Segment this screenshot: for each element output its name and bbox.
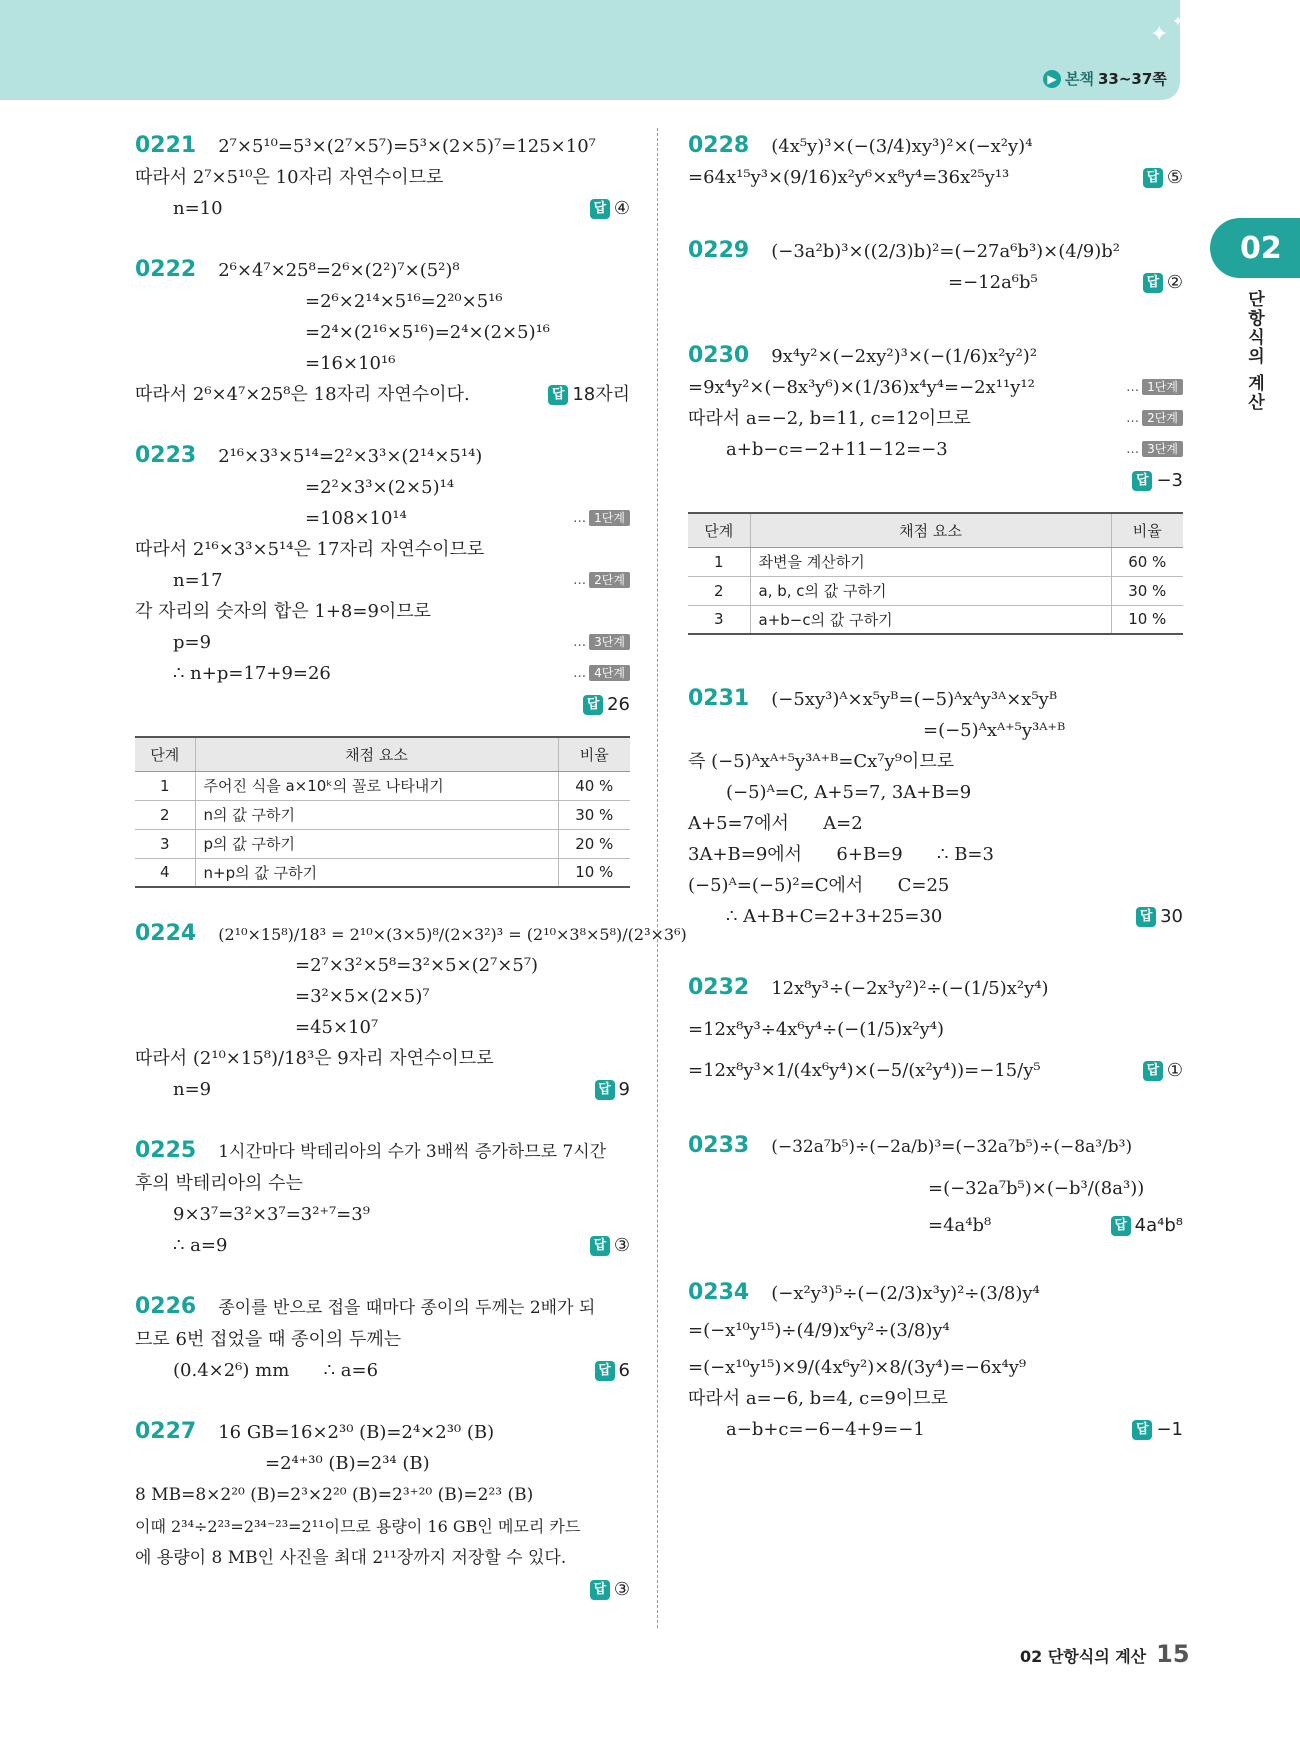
solution-line: (−32a⁷b⁵)÷(−2a/b)³=(−32a⁷b⁵)÷(−8a³/b³) [771, 1137, 1133, 1157]
grading-table [135, 736, 630, 888]
answer [1132, 1414, 1183, 1445]
answer-value: 30 [1160, 906, 1183, 927]
problem-number: 0222 [135, 257, 197, 282]
answer-value: 9 [618, 1079, 630, 1100]
solution-line: (4x⁵y)³×(−(3/4)xy³)²×(−x²y)⁴ [771, 136, 1033, 157]
right-column [688, 130, 1183, 1475]
step-marker: … 2단계 [1126, 403, 1183, 434]
solution-line: =9x⁴y²×(−8x³y⁶)×(1/36)x⁴y⁴=−2x¹¹y¹² [688, 377, 1035, 398]
answer-icon: 답 [590, 1236, 610, 1256]
answer-icon: 답 [590, 1580, 610, 1600]
header-band [0, 0, 1180, 100]
table-row: 3 p의 값 구하기 20 % [135, 829, 630, 858]
solution-line: n=9 [173, 1079, 212, 1100]
answer-value: ③ [613, 1579, 630, 1600]
answer-value: −3 [1156, 470, 1183, 491]
answer-value: 18자리 [572, 384, 630, 405]
star-icon: ✦ [1172, 14, 1184, 30]
solution-line: 후의 박테리아의 수는 [135, 1173, 303, 1194]
answer [590, 1574, 630, 1605]
grading-table [688, 512, 1183, 635]
answer-value: ④ [613, 198, 630, 219]
problem-0221 [135, 130, 630, 224]
solution-line: 즉 (−5)ᴬxᴬ⁺⁵y³ᴬ⁺ᴮ=Cx⁷y⁹이므로 [688, 751, 955, 772]
problem-number: 0223 [135, 443, 197, 468]
answer-value: ① [1166, 1060, 1183, 1081]
solution-line: (2¹⁰×15⁸)/18³ = 2¹⁰×(3×5)⁸/(2×3²)³ = (2¹⁰×3⁸×5⁸)/(2³×3⁶) [218, 925, 687, 944]
page-reference [1043, 68, 1167, 89]
solution-line: 12x⁸y³÷(−2x³y²)²÷(−(1/5)x²y⁴) [771, 978, 1049, 999]
answer-value: 6 [618, 1360, 630, 1381]
solution-line: 종이를 반으로 접을 때마다 종이의 두께는 2배가 되 [218, 1298, 596, 1318]
problem-0225 [135, 1135, 630, 1261]
problem-number: 0221 [135, 133, 197, 158]
solution-line: 8 MB=8×2²⁰ (B)=2³×2²⁰ (B)=2³⁺²⁰ (B)=2²³ (B) [135, 1485, 534, 1505]
solution-line: 1시간마다 박테리아의 수가 3배씩 증가하므로 7시간 [218, 1142, 607, 1162]
solution-line: 므로 6번 접었을 때 종이의 두께는 [135, 1329, 402, 1350]
problem-number: 0232 [688, 975, 750, 1000]
table-header: 비율 [1111, 513, 1183, 547]
solution-line: =12x⁸y³÷4x⁶y⁴÷(−(1/5)x²y⁴) [688, 1019, 944, 1040]
chapter-tab [1210, 218, 1300, 278]
solution-line: =(−x¹⁰y¹⁵)÷(4/9)x⁶y²÷(3/8)y⁴ [688, 1320, 950, 1341]
solution-line: n=10 [173, 198, 223, 219]
step-marker: … 3단계 [573, 627, 630, 658]
problem-0233 [688, 1130, 1183, 1241]
answer [1136, 901, 1183, 932]
solution-line: ∴ n+p=17+9=26 [173, 663, 331, 684]
solution-line: =2⁴⁺³⁰ (B)=2³⁴ (B) [265, 1453, 430, 1474]
problem-number: 0224 [135, 921, 197, 946]
solution-line: 각 자리의 숫자의 합은 1+8=9이므로 [135, 601, 432, 622]
problem-0230 [688, 340, 1183, 496]
table-row: 4 n+p의 값 구하기 10 % [135, 858, 630, 887]
answer-icon: 답 [590, 199, 610, 219]
answer-icon: 답 [1136, 907, 1156, 927]
problem-number: 0228 [688, 133, 750, 158]
solution-line: 9x⁴y²×(−2xy²)³×(−(1/6)x²y²)² [771, 346, 1038, 367]
step-marker: … 4단계 [573, 658, 630, 689]
problem-0223 [135, 440, 630, 720]
answer-icon: 답 [1143, 273, 1163, 293]
answer-value: ⑤ [1166, 167, 1183, 188]
problem-number: 0225 [135, 1138, 197, 1163]
answer-icon: 답 [583, 695, 603, 715]
column-divider [657, 128, 658, 1628]
solution-line: =45×10⁷ [295, 1017, 379, 1038]
solution-line: =−12a⁶b⁵ [948, 272, 1038, 293]
solution-line: =16×10¹⁶ [305, 353, 396, 374]
solution-line: =108×10¹⁴ [305, 508, 407, 529]
solution-line: =4a⁴b⁸ [928, 1215, 992, 1236]
solution-line: =(−32a⁷b⁵)×(−b³/(8a³)) [928, 1178, 1145, 1199]
solution-line: (−5xy³)ᴬ×x⁵yᴮ=(−5)ᴬxᴬy³ᴬ×x⁵yᴮ [771, 689, 1058, 710]
problem-0224 [135, 918, 687, 1105]
table-header: 단계 [135, 737, 195, 771]
table-row: 3 a+b−c의 값 구하기 10 % [688, 605, 1183, 634]
solution-line: =2⁷×3²×5⁸=3²×5×(2⁷×5⁷) [295, 955, 539, 976]
solution-line: =2²×3³×(2×5)¹⁴ [305, 477, 455, 498]
solution-line: (0.4×2⁶) mm ∴ a=6 [173, 1360, 379, 1381]
table-row: 1 주어진 식을 a×10ᵏ의 꼴로 나타내기 40 % [135, 771, 630, 800]
arrow-right-icon: ▶ [1043, 70, 1061, 88]
solution-line: 2⁷×5¹⁰=5³×(2⁷×5⁷)=5³×(2×5)⁷=125×10⁷ [218, 136, 596, 157]
solution-line: =(−5)ᴬxᴬ⁺⁵y³ᴬ⁺ᴮ [923, 720, 1066, 741]
problem-number: 0226 [135, 1294, 197, 1319]
answer-value: ③ [613, 1235, 630, 1256]
solution-line: 따라서 2⁶×4⁷×25⁸은 18자리 자연수이다. [135, 384, 470, 405]
table-row: 1 좌변을 계산하기 60 % [688, 547, 1183, 576]
solution-line: (−5)ᴬ=(−5)²=C에서 C=25 [688, 875, 950, 896]
problem-0231 [688, 683, 1183, 932]
solution-line: 따라서 2⁷×5¹⁰은 10자리 자연수이므로 [135, 167, 444, 188]
answer-value: 26 [607, 694, 630, 715]
left-column [135, 130, 687, 1635]
problem-number: 0230 [688, 343, 750, 368]
solution-line: 이때 2³⁴÷2²³=2³⁴⁻²³=2¹¹이므로 용량이 16 GB인 메모리 카드 [135, 1517, 581, 1536]
answer [595, 1355, 630, 1386]
solution-line: (−3a²b)³×((2/3)b)²=(−27a⁶b³)×(4/9)b² [771, 241, 1121, 262]
chapter-number: 02 [1240, 230, 1282, 266]
page-footer [1020, 1640, 1190, 1668]
page-ref-prefix: 본책 [1065, 70, 1094, 88]
solution-line: 2⁶×4⁷×25⁸=2⁶×(2²)⁷×(5²)⁸ [218, 260, 460, 281]
answer [1132, 465, 1183, 496]
answer-icon: 답 [595, 1361, 615, 1381]
problem-0229 [688, 235, 1183, 298]
solution-line: ∴ a=9 [173, 1235, 228, 1256]
problem-number: 0234 [688, 1280, 750, 1305]
solution-line: =2⁴×(2¹⁶×5¹⁶)=2⁴×(2×5)¹⁶ [305, 322, 551, 343]
solution-line: 따라서 2¹⁶×3³×5¹⁴은 17자리 자연수이므로 [135, 539, 485, 560]
footer-chapter: 02 단항식의 계산 [1020, 1647, 1147, 1666]
table-header: 단계 [688, 513, 750, 547]
answer [1143, 162, 1183, 193]
step-marker: … 1단계 [573, 503, 630, 534]
answer [583, 689, 630, 720]
solution-line: a+b−c=−2+11−12=−3 [726, 439, 948, 460]
table-row: 2 a, b, c의 값 구하기 30 % [688, 576, 1183, 605]
step-marker: … 3단계 [1126, 434, 1183, 465]
solution-line: a−b+c=−6−4+9=−1 [726, 1419, 925, 1440]
solution-line: =64x¹⁵y³×(9/16)x²y⁶×x⁸y⁴=36x²⁵y¹³ [688, 167, 1010, 188]
answer-icon: 답 [1143, 168, 1163, 188]
answer [548, 379, 630, 410]
answer [1111, 1210, 1183, 1241]
solution-line: =2⁶×2¹⁴×5¹⁶=2²⁰×5¹⁶ [305, 291, 503, 312]
solution-line: 따라서 a=−2, b=11, c=12이므로 [688, 408, 971, 429]
solution-line: p=9 [173, 632, 212, 653]
star-icon: ✦ [1150, 22, 1169, 47]
answer [1143, 1055, 1183, 1086]
solution-line: (−5)ᴬ=C, A+5=7, 3A+B=9 [726, 782, 972, 803]
answer-icon: 답 [548, 385, 568, 405]
page-number: 15 [1156, 1640, 1190, 1668]
answer-value: −1 [1156, 1419, 1183, 1440]
answer [590, 1230, 630, 1261]
problem-0222 [135, 254, 630, 410]
table-row: 2 n의 값 구하기 30 % [135, 800, 630, 829]
solution-line: 따라서 (2¹⁰×15⁸)/18³은 9자리 자연수이므로 [135, 1048, 494, 1069]
table-header: 비율 [558, 737, 630, 771]
solution-line: (−x²y³)⁵÷(−(2/3)x³y)²÷(3/8)y⁴ [771, 1283, 1040, 1304]
answer-icon: 답 [1143, 1061, 1163, 1081]
page-ref-range: 33~37쪽 [1097, 70, 1167, 88]
problem-0227 [135, 1416, 630, 1605]
answer-icon: 답 [1132, 471, 1152, 491]
table-header: 채점 요소 [750, 513, 1111, 547]
answer [590, 193, 630, 224]
problem-number: 0231 [688, 686, 750, 711]
answer-value: 4a⁴b⁸ [1134, 1215, 1183, 1236]
solution-line: =3²×5×(2×5)⁷ [295, 986, 430, 1007]
answer-icon: 답 [595, 1080, 615, 1100]
solution-line: A+5=7에서 A=2 [688, 813, 863, 834]
solution-line: n=17 [173, 570, 223, 591]
problem-0226 [135, 1291, 630, 1386]
problem-0232 [688, 972, 1183, 1086]
problem-number: 0229 [688, 238, 750, 263]
answer-value: ② [1166, 272, 1183, 293]
solution-line: 9×3⁷=3²×3⁷=3²⁺⁷=3⁹ [173, 1204, 370, 1225]
table-header: 채점 요소 [195, 737, 558, 771]
solution-line: 3A+B=9에서 6+B=9 ∴ B=3 [688, 844, 994, 865]
solution-line: 에 용량이 8 MB인 사진을 최대 2¹¹장까지 저장할 수 있다. [135, 1548, 567, 1568]
problem-number: 0233 [688, 1133, 750, 1158]
step-marker: … 1단계 [1126, 372, 1183, 403]
solution-line: 따라서 a=−6, b=4, c=9이므로 [688, 1388, 948, 1409]
solution-line: =(−x¹⁰y¹⁵)×9/(4x⁶y²)×8/(3y⁴)=−6x⁴y⁹ [688, 1357, 1027, 1378]
solution-line: 16 GB=16×2³⁰ (B)=2⁴×2³⁰ (B) [218, 1422, 495, 1443]
answer [1143, 267, 1183, 298]
problem-number: 0227 [135, 1419, 197, 1444]
problem-0228 [688, 130, 1183, 193]
step-marker: … 2단계 [573, 565, 630, 596]
solution-line: =12x⁸y³×1/(4x⁶y⁴)×(−5/(x²y⁴))=−15/y⁵ [688, 1060, 1041, 1081]
answer-icon: 답 [1132, 1420, 1152, 1440]
answer [595, 1074, 630, 1105]
answer-icon: 답 [1111, 1216, 1131, 1236]
chapter-side-title: 단항식의 계산 [1244, 290, 1264, 412]
solution-line: ∴ A+B+C=2+3+25=30 [726, 906, 943, 927]
solution-line: 2¹⁶×3³×5¹⁴=2²×3³×(2¹⁴×5¹⁴) [218, 446, 483, 467]
problem-0234 [688, 1277, 1183, 1445]
